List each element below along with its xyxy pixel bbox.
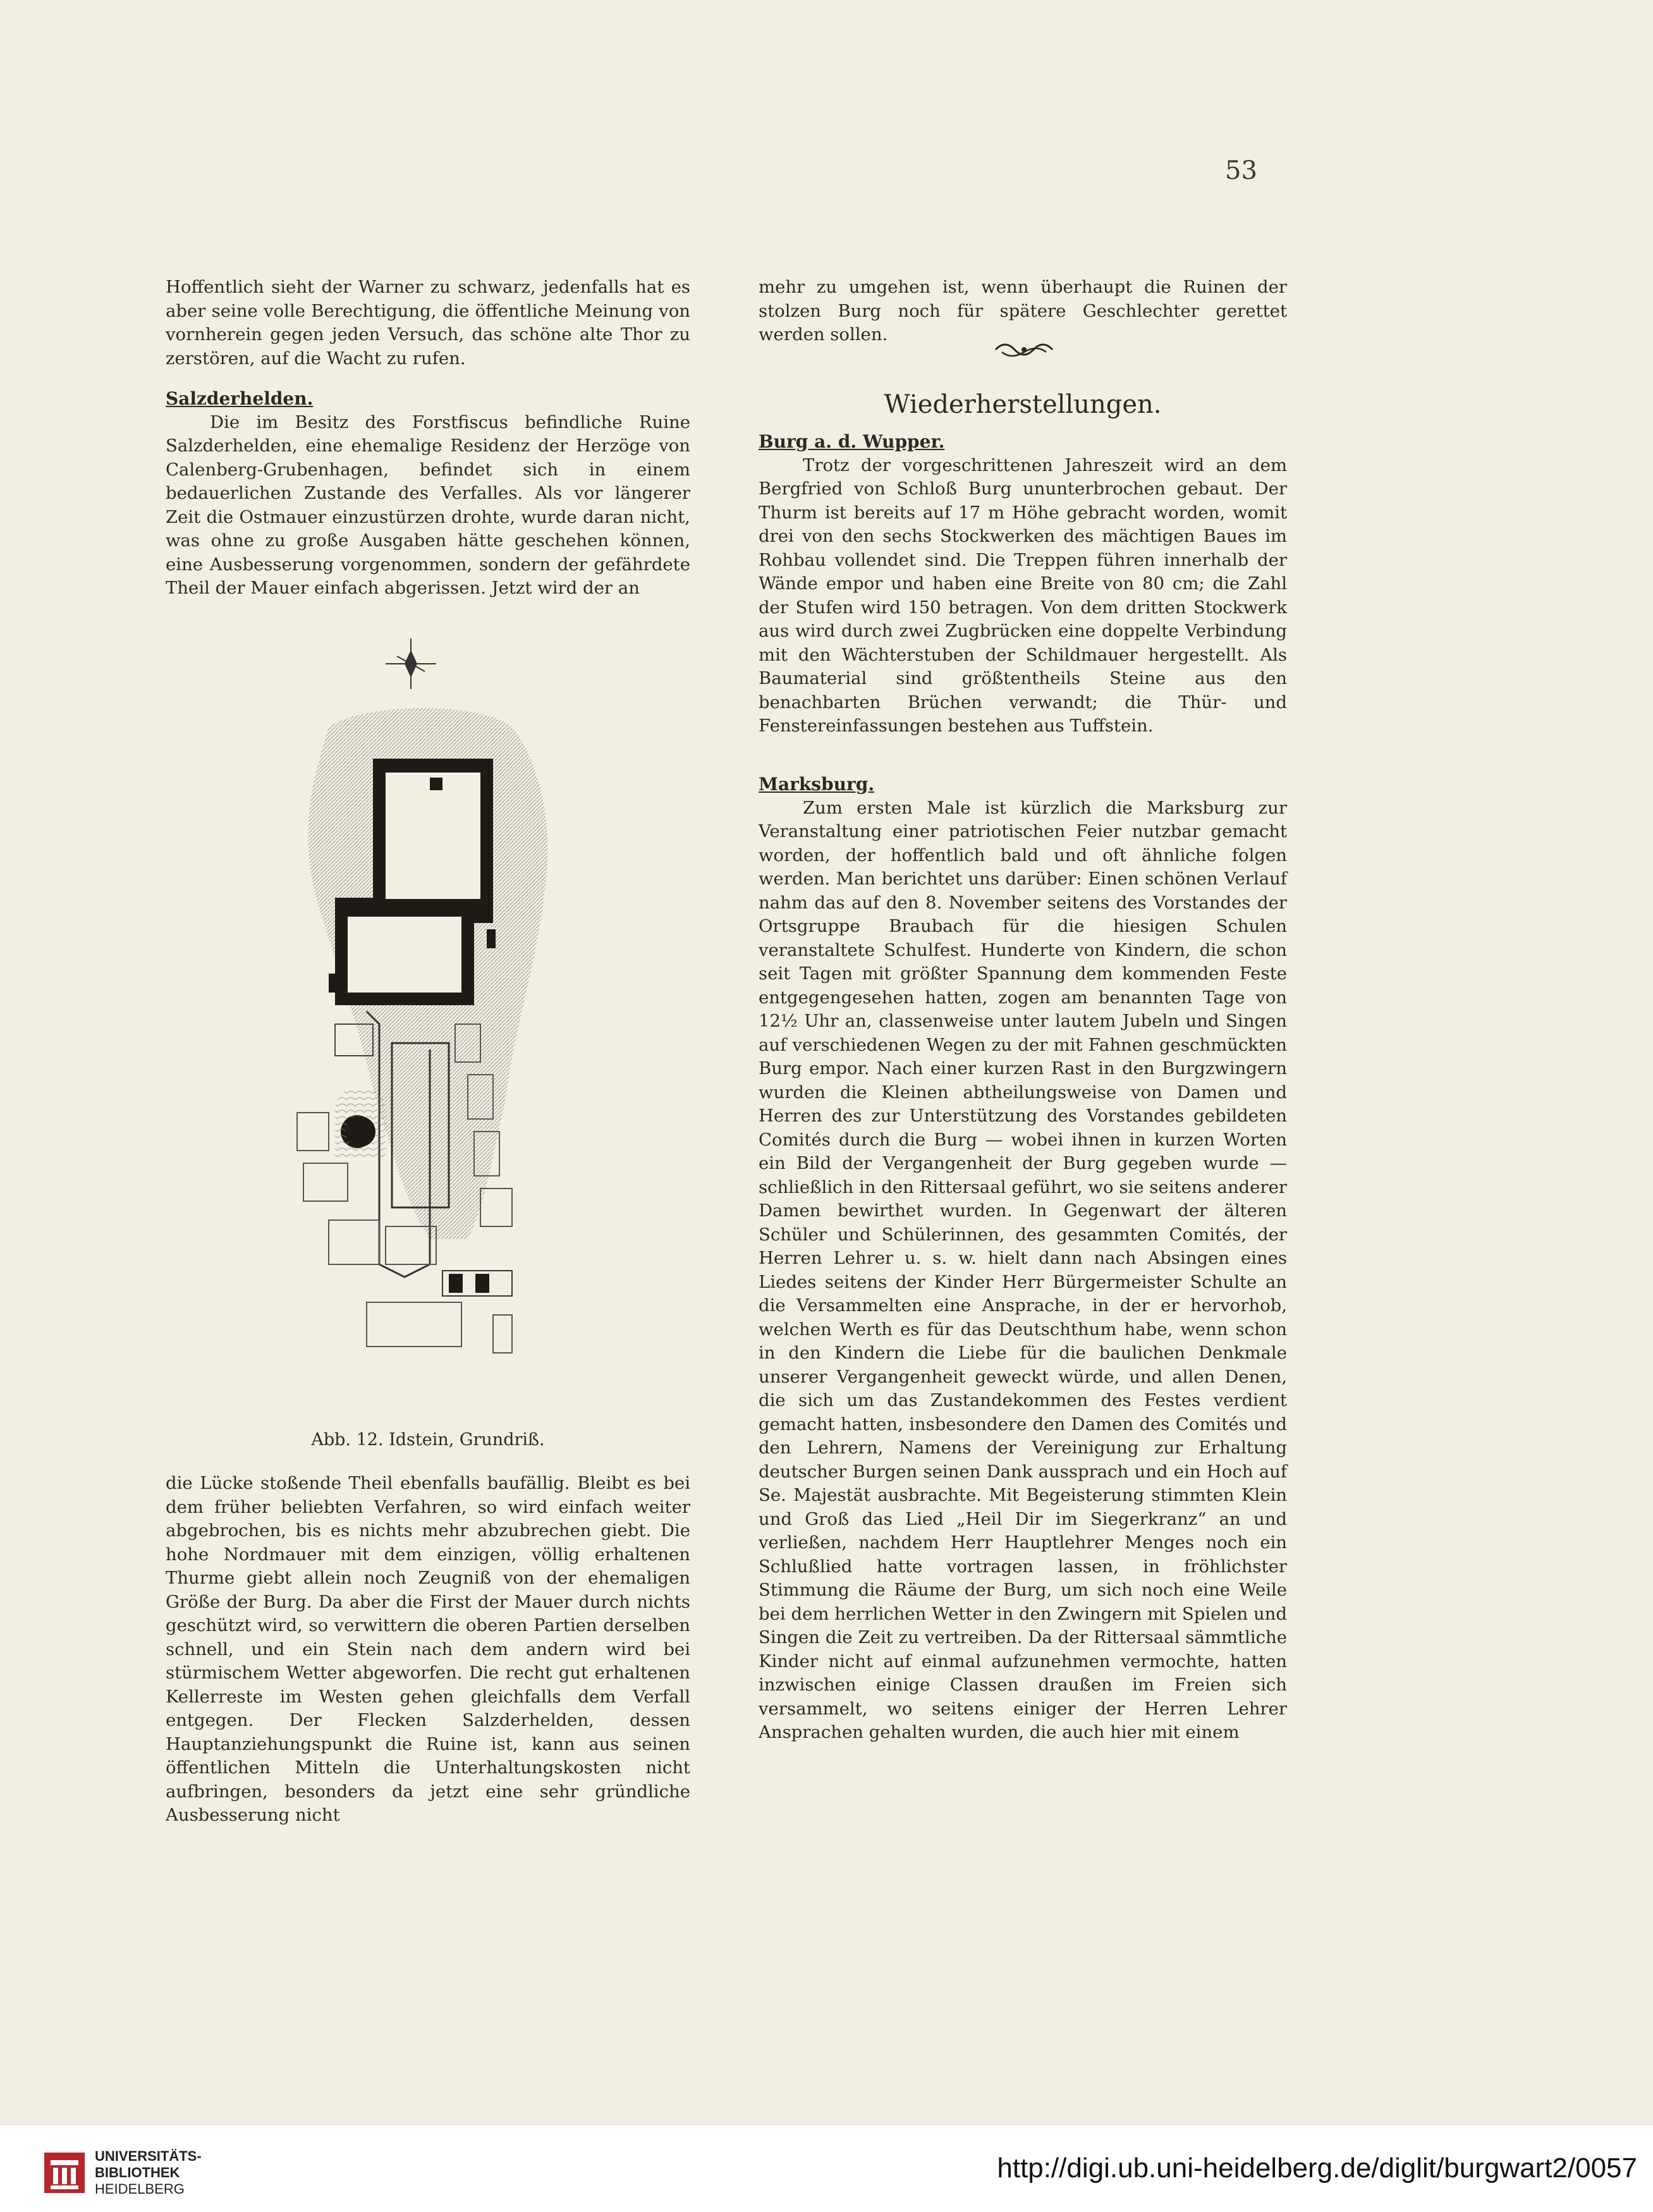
salzderhelden-section xyxy=(166,387,690,627)
permalink-url[interactable]: http://digi.ub.uni-heidelberg.de/diglit/burgwart2/0057 xyxy=(997,2153,1637,2184)
marksburg-section xyxy=(759,773,1287,1847)
burg-wupper-heading: Burg a. d. Wupper. xyxy=(759,431,945,452)
ornament-flourish-icon xyxy=(989,338,1059,361)
left-intro-paragraph xyxy=(166,276,690,377)
library-name-line1: UNIVERSITÄTS- xyxy=(95,2148,202,2164)
salzderhelden-text: Die im Besitz des Forstfiscus befindliche Ruine Salzderhelden, eine ehemalige Residenz der Herzöge von Calenberg-Grubenhagen, befindet sich in einem bedauerlichen Zustande des Verfalles. Als vor längerer Zeit die Ostmauer einzustürzen drohte, wurde daran nicht, was ohne zu große Ausgaben hätte geschehen können, eine Ausbesserung vorgenommen, sondern der gefährdete Theil der Mauer einfach abgerissen. Jetzt wird der an xyxy=(166,412,690,598)
compass-rose-icon xyxy=(386,632,436,689)
salzderhelden-heading: Salzderhelden. xyxy=(166,388,314,409)
page-number: 53 xyxy=(1225,156,1257,185)
marksburg-heading: Marksburg. xyxy=(759,774,875,795)
burg-wupper-section xyxy=(759,430,1287,784)
library-name xyxy=(95,2148,284,2205)
burg-wupper-text: Trotz der vorgeschrittenen Jahreszeit wird an dem Bergfried von Schloß Burg ununterbrochen gebaut. Der Thurm ist bereits auf 17 m Höhe gebracht worden, womit drei von den sechs Stockwerken des mächtigen Baues im Rohbau vollendet sind. Die Treppen führen innerhalb der Wände empor und haben eine Breite von 80 cm; die Zahl der Stufen wird 150 betragen. Von dem dritten Stockwerk aus wird durch zwei Zugbrücken eine doppelte Verbindung mit den Wächterstuben der Schildmauer hergestellt. Als Baumaterial sind größtentheils Steine aus den benachbarten Brüchen verwandt; die Thür- und Fenstereinfassungen bestehen aus Tuffstein. xyxy=(759,455,1287,736)
left-continuation xyxy=(166,1472,690,1838)
university-library-logo-icon xyxy=(44,2153,85,2193)
section-title-wiederherstellungen: Wiederherstellungen. xyxy=(884,390,1162,419)
library-name-line2: BIBLIOTHEK xyxy=(95,2165,180,2180)
library-name-line3: HEIDELBERG xyxy=(95,2181,185,2197)
figure-caption: Abb. 12. Idstein, Grundriß. xyxy=(311,1430,545,1450)
idstein-ground-plan-figure xyxy=(240,632,645,1403)
right-intro-text: mehr zu umgehen ist, wenn überhaupt die Ruinen der stolzen Burg noch für spätere Geschlechter gerettet werden sollen. xyxy=(759,277,1287,345)
left-continuation-text: die Lücke stoßende Theil ebenfalls baufällig. Bleibt es bei dem früher beliebten Verfahren, so wird einfach weiter abgebrochen, bis es nichts mehr abzubrechen giebt. Die hohe Nordmauer mit dem einzigen, völlig erhaltenen Thurme giebt allein noch Zeugniß von der ehemaligen Größe der Burg. Da aber die First der Mauer durch nichts geschützt wird, so verwittern die oberen Partien derselben schnell, und ein Stein nach dem andern wird bei stürmischem Wetter abgeworfen. Die recht gut erhaltenen Kellerreste im Westen gehen gleichfalls dem Verfall entgegen. Der Flecken Salzderhelden, dessen Hauptanziehungspunkt die Ruine ist, kann aus seinen öffentlichen Mitteln die Unterhaltungskosten nicht aufbringen, besonders da jetzt eine sehr gründliche Ausbesserung nicht xyxy=(166,1473,690,1825)
marksburg-text: Zum ersten Male ist kürzlich die Marksburg zur Veranstaltung einer patriotischen Feier nutzbar gemacht worden, der hoffentlich bald und oft ähnliche folgen werden. Man berichtet uns darüber: Einen schönen Verlauf nahm das auf den 8. November seitens des Vorstandes der Ortsgruppe Braubach für die hiesigen Schulen veranstaltete Schulfest. Hunderte von Kindern, die schon seit Tagen mit größter Spannung dem kommenden Feste entgegengesehen hatten, zogen am benannten Tage von 12½ Uhr an, classenweise unter lautem Jubeln und Singen auf verschiedenen Wegen zu der mit Fahnen geschmückten Burg empor. Nach einer kurzen Rast in den Burgzwingern wurden die Kleinen abtheilungsweise von Damen und Herren des zur Unterstützung des Vorstandes gebildeten Comités durch die Burg — wobei ihnen in kurzen Worten ein Bild der Vergangenheit der Burg gegeben wurde — schließlich in den Rittersaal geführt, wo sie seitens anderer Damen bewirthet wurden. In Gegenwart der älteren Schüler und Schülerinnen, des gesammten Comités, der Herren Lehrer u. s. w. hielt dann nach Absingen eines Liedes seitens der Kinder Herr Bürgermeister Schulte an die Versammelten eine Ansprache, in der er hervorhob, welchen Werth es für das Deutschthum habe, wenn schon in den Kindern die Liebe für die baulichen Denkmale unserer Vergangenheit geweckt würde, und allen Denen, die sich um das Zustandekommen des Festes verdient gemacht hatten, insbesondere den Damen des Comités und den Lehrern, Namens der Vereinigung zur Erhaltung deutscher Burgen seinen Dank aussprach und ein Hoch auf Se. Majestät ausbrachte. Mit Begeisterung stimmten Klein und Groß das Lied „Heil Dir im Siegerkranz“ an und verließen, nachdem Herr Hauptlehrer Menges noch ein Schlußlied hatte vortragen lassen, in fröhlichster Stimmung die Räume der Burg, um sich noch eine Weile bei dem herrlichen Wetter in den Zwingern mit Spielen und Singen die Zeit zu vertreiben. Da der Rittersaal sämmtliche Kinder nicht auf einmal aufzunehmen vermochte, hatten inzwischen einige Classen draußen im Freien sich versammelt, wo seitens einiger der Herren Lehrer Ansprachen gehalten wurden, die auch hier mit einem xyxy=(759,797,1287,1742)
left-intro-text: Hoffentlich sieht der Warner zu schwarz, jedenfalls hat es aber seine volle Berechtigung, die öffentliche Meinung von vornherein gegen jeden Versuch, das schöne alte Thor zu zerstören, auf die Wacht zu rufen. xyxy=(166,277,690,369)
